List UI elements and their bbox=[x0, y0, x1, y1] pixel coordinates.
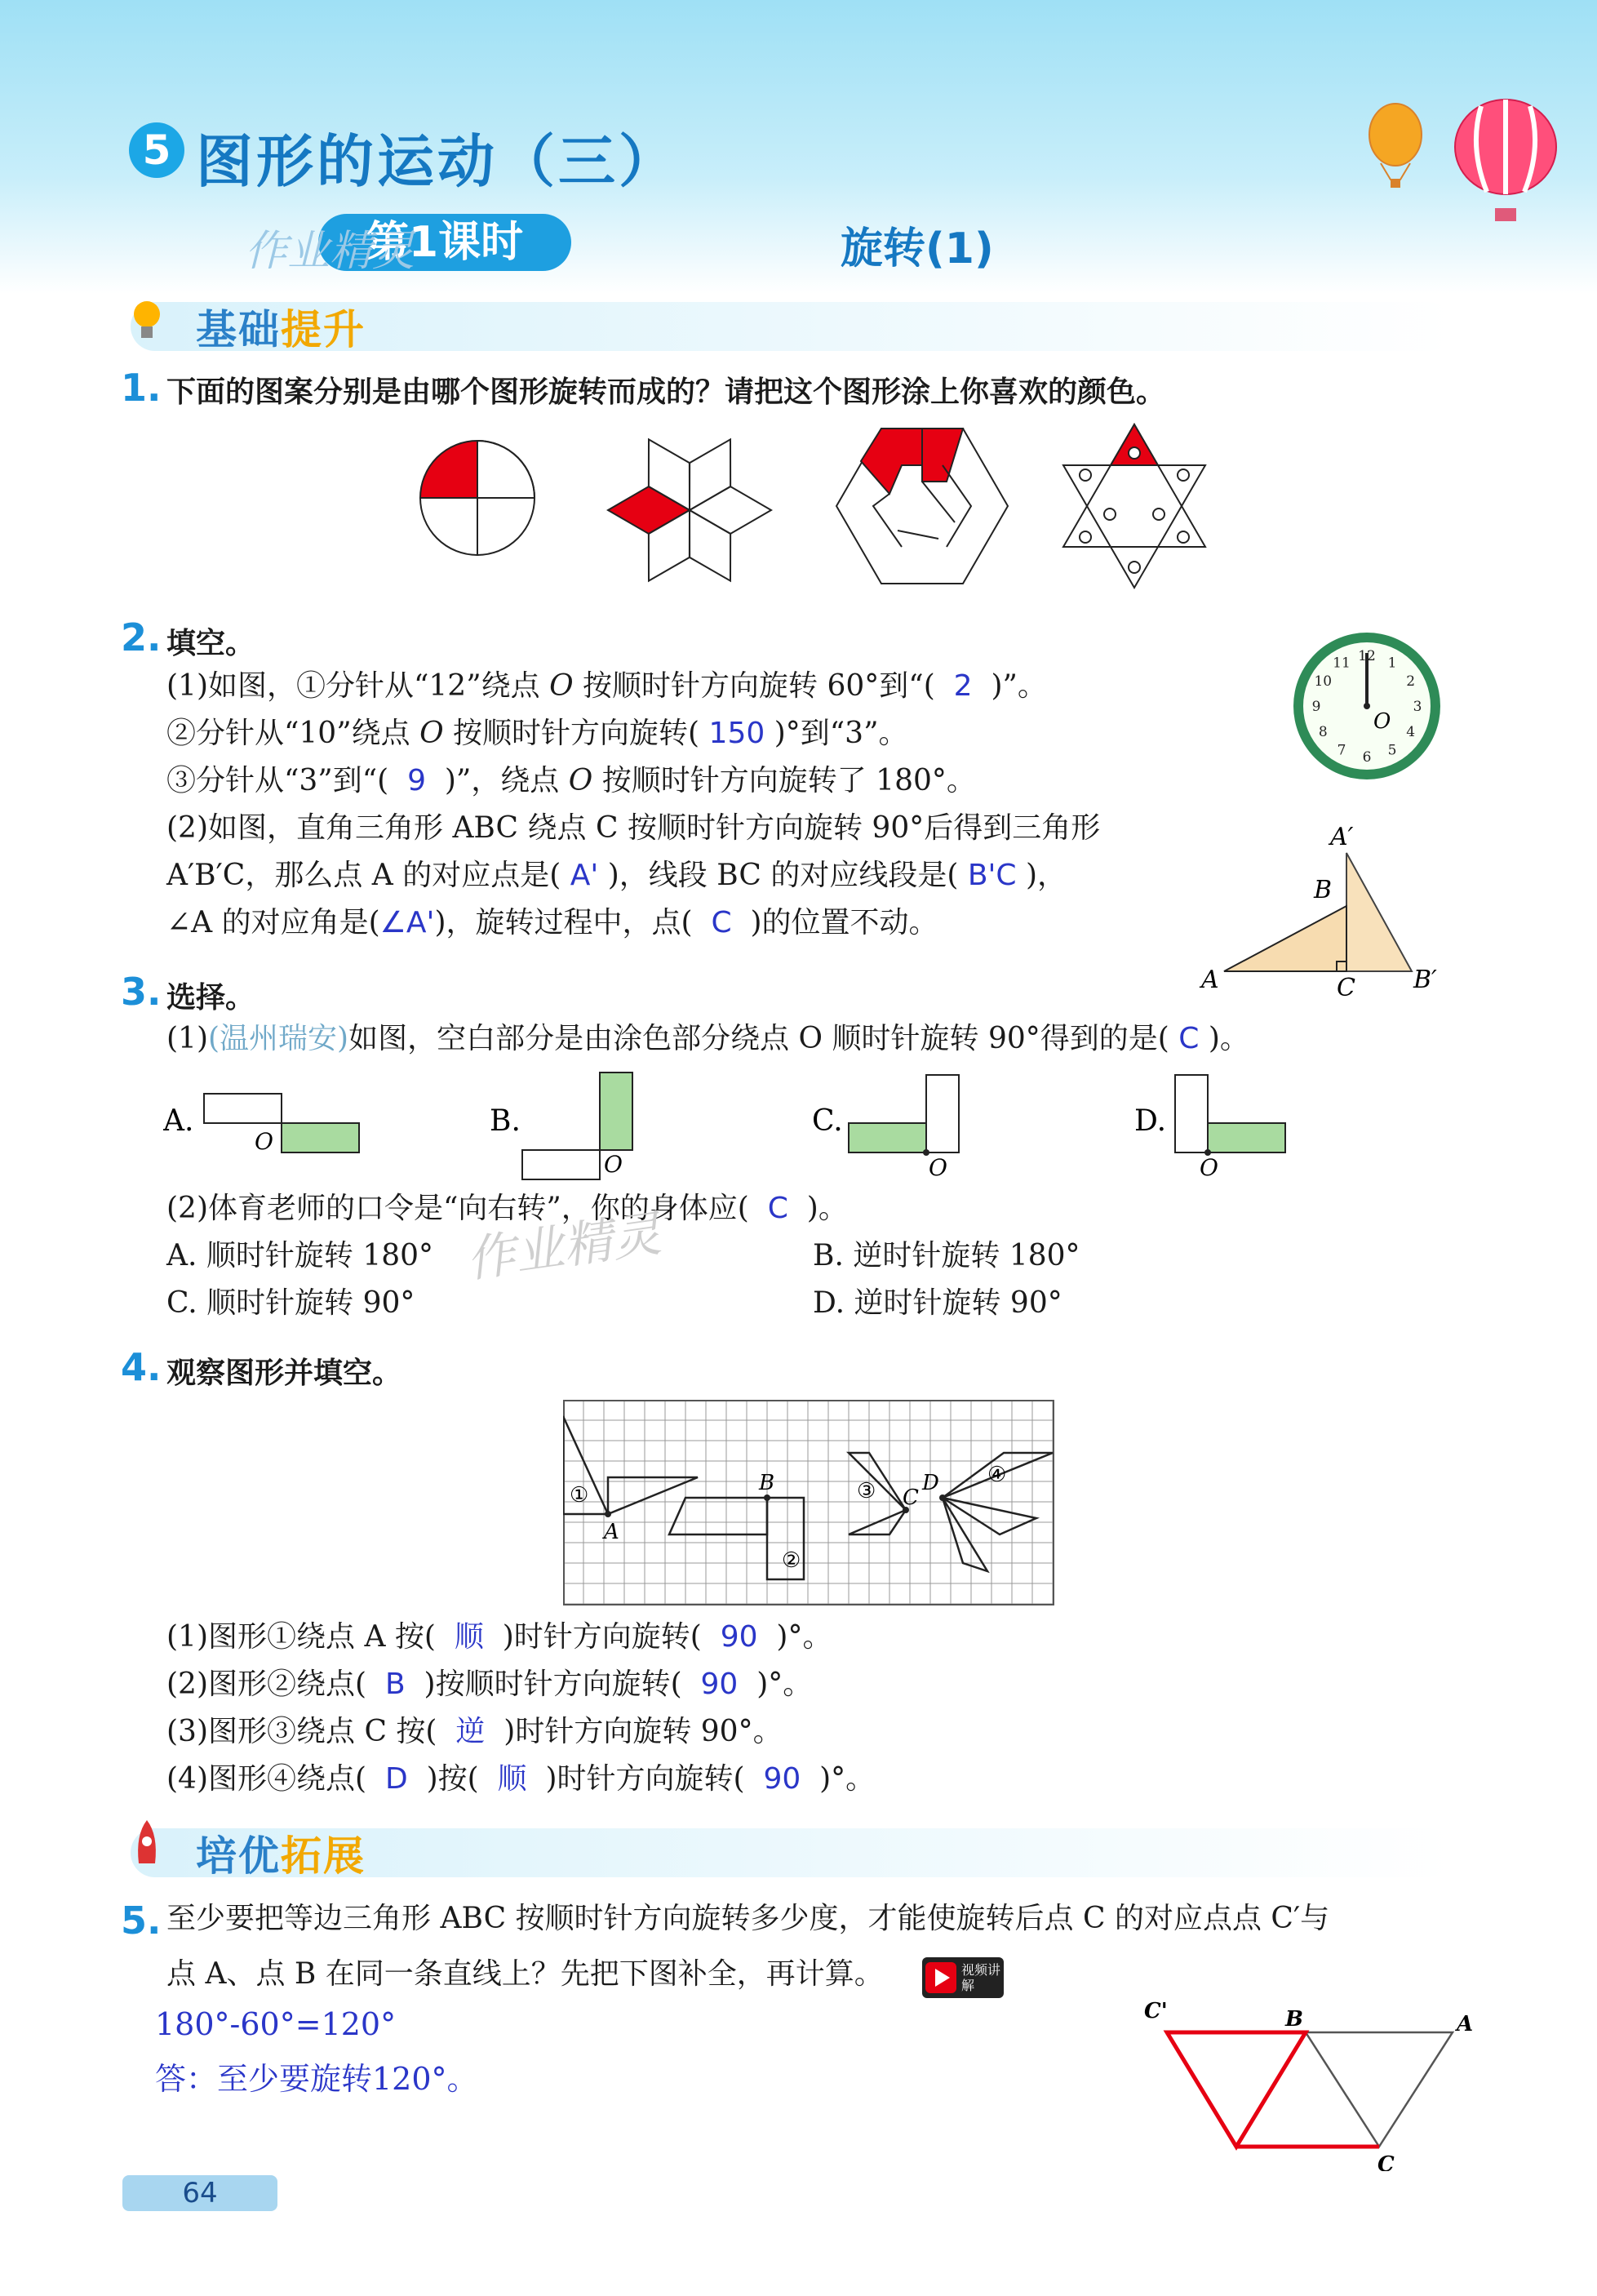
q3-line1: (1)(温州瑞安)如图，空白部分是由涂色部分绕点 O 顺时针旋转 90°得到的是( C )。 bbox=[166, 1022, 1249, 1055]
clock-number: 7 bbox=[1337, 742, 1346, 759]
chapter-title: 图形的运动（三） bbox=[196, 128, 679, 195]
q2-line1: (1)如图，①分针从“12”绕点 O 按顺时针方向旋转 60°到“( 2 )”。 bbox=[166, 669, 1047, 703]
q2-answer1: 2 bbox=[953, 669, 973, 703]
q4-text: 观察图形并填空。 bbox=[166, 1357, 402, 1390]
q2-number: 2. bbox=[121, 615, 162, 659]
q2-line4: (2)如图，直角三角形 ABC 绕点 C 按顺时针方向旋转 90°后得到三角形 bbox=[166, 811, 1101, 845]
video-label: 视频讲解 bbox=[961, 1962, 1001, 1993]
hexagon-figure bbox=[836, 429, 1008, 584]
q4-line2: (2)图形②绕点( B )按顺时针方向旋转( 90 )°。 bbox=[166, 1668, 813, 1701]
q3-line2: (2)体育老师的口令是“向右转”，你的身体应( C )。 bbox=[166, 1192, 848, 1225]
clock-number: 2 bbox=[1406, 673, 1416, 690]
q4-answer1: 顺 bbox=[454, 1620, 484, 1654]
q5-number: 5. bbox=[121, 1899, 162, 1943]
q4-number: 4. bbox=[121, 1345, 162, 1389]
q4-answer8: 90 bbox=[763, 1762, 801, 1796]
video-button[interactable] bbox=[922, 1957, 1004, 1998]
q3-choice-b: B. 逆时针旋转 180° bbox=[813, 1239, 1080, 1272]
svg-text:①: ① bbox=[570, 1483, 589, 1508]
svg-text:O: O bbox=[604, 1151, 623, 1178]
clock-number: 9 bbox=[1311, 699, 1321, 715]
q5-calc: 180°-60°=120° bbox=[155, 2006, 397, 2042]
lesson-label: 第1课时 bbox=[318, 214, 571, 271]
lightbulb-icon bbox=[131, 294, 163, 351]
balloon-icon bbox=[1363, 98, 1575, 237]
svg-text:D: D bbox=[922, 1471, 939, 1495]
q3-choice-a: A. 顺时针旋转 180° bbox=[166, 1239, 434, 1272]
q2-answer7: C bbox=[711, 906, 732, 939]
q4-answer7: 顺 bbox=[497, 1762, 527, 1796]
q2-answer5: B'C bbox=[967, 859, 1017, 892]
option-a-label: A. bbox=[163, 1104, 194, 1138]
rocket-icon bbox=[131, 1819, 163, 1884]
svg-text:C': C' bbox=[1144, 1999, 1168, 2023]
svg-text:A: A bbox=[1457, 2012, 1474, 2036]
lesson-topic: 旋转(1) bbox=[841, 224, 994, 273]
svg-text:A: A bbox=[1201, 966, 1219, 994]
star-figure bbox=[608, 428, 771, 593]
q4-line4: (4)图形④绕点( D )按( 顺 )时针方向旋转( 90 )°。 bbox=[166, 1762, 876, 1796]
svg-text:③: ③ bbox=[857, 1479, 876, 1503]
q2-line6: ∠A 的对应角是(∠A')，旋转过程中，点( C )的位置不动。 bbox=[166, 906, 938, 939]
q3-text: 选择。 bbox=[166, 981, 255, 1015]
option-d-label: D. bbox=[1134, 1104, 1167, 1138]
q2-line2: ②分针从“10”绕点 O 按顺时针方向旋转( 150 )°到“3”。 bbox=[166, 717, 908, 750]
option-b-label: B. bbox=[490, 1104, 521, 1138]
svg-text:O: O bbox=[929, 1154, 947, 1181]
q5-answer: 答：至少要旋转120°。 bbox=[155, 2061, 478, 2097]
svg-text:②: ② bbox=[782, 1548, 801, 1573]
q4-line3: (3)图形③绕点 C 按( 逆 )时针方向旋转 90°。 bbox=[166, 1715, 783, 1748]
clock-number: 5 bbox=[1387, 742, 1397, 759]
svg-text:C: C bbox=[1337, 974, 1355, 1002]
svg-text:B: B bbox=[759, 1471, 775, 1495]
clock-number: 1 bbox=[1387, 655, 1397, 672]
q2-answer2: 150 bbox=[708, 717, 765, 750]
q4-line1: (1)图形①绕点 A 按( 顺 )时针方向旋转( 90 )°。 bbox=[166, 1620, 832, 1654]
svg-text:A: A bbox=[604, 1520, 619, 1544]
chapter-number: 5 bbox=[129, 122, 184, 178]
clock-number: 3 bbox=[1413, 699, 1422, 715]
q2-answer6: ∠A' bbox=[379, 906, 435, 939]
q2-line5: A′B′C，那么点 A 的对应点是( A' )，线段 BC 的对应线段是( B'C )， bbox=[166, 859, 1067, 892]
pinwheel-figure bbox=[420, 441, 535, 555]
clock-number: 11 bbox=[1333, 655, 1351, 672]
svg-text:O: O bbox=[255, 1128, 273, 1155]
svg-text:B: B bbox=[1285, 2007, 1303, 2032]
q5-line2: 点 A、点 B 在同一条直线上？先把下图补全，再计算。 bbox=[166, 1957, 884, 1991]
clock-number: 10 bbox=[1314, 673, 1333, 690]
clock-number: 8 bbox=[1318, 724, 1328, 740]
section-title-advanced: 培优拓展 bbox=[196, 1832, 366, 1880]
svg-text:④: ④ bbox=[987, 1463, 1007, 1487]
option-c-label: C. bbox=[812, 1104, 843, 1138]
svg-text:C: C bbox=[1377, 2152, 1395, 2171]
clock-figure bbox=[1289, 628, 1444, 784]
triangle-abc-figure bbox=[1191, 816, 1461, 1004]
svg-text:O: O bbox=[1200, 1154, 1218, 1181]
lesson-watermark: 作业精灵 bbox=[245, 227, 415, 276]
q4-answer4: 90 bbox=[700, 1668, 739, 1701]
q4-answer3: B bbox=[384, 1668, 406, 1701]
section-title-basic: 基础提升 bbox=[196, 306, 366, 353]
q4-answer6: D bbox=[384, 1762, 408, 1796]
q2-answer4: A' bbox=[570, 859, 599, 892]
q1-text: 下面的图案分别是由哪个图形旋转而成的？请把这个图形涂上你喜欢的颜色。 bbox=[166, 375, 1166, 409]
watermark: 作业精灵 bbox=[462, 1205, 665, 1290]
q3-answer1: C bbox=[1178, 1022, 1200, 1055]
q5-line1: 至少要把等边三角形 ABC 按顺时针方向旋转多少度，才能使旋转后点 C 的对应点点 C′与 bbox=[166, 1902, 1330, 1935]
q3-number: 3. bbox=[121, 970, 162, 1014]
q2-line3: ③分针从“3”到“( 9 )”，绕点 O 按顺时针方向旋转了 180°。 bbox=[166, 764, 976, 797]
q1-number: 1. bbox=[121, 366, 162, 410]
q5-triangle-figure bbox=[1134, 1983, 1493, 2171]
q4-grid-figure bbox=[563, 1400, 1056, 1607]
clock-center-label: O bbox=[1373, 709, 1391, 734]
q2-answer3: 9 bbox=[407, 764, 426, 797]
svg-text:B′: B′ bbox=[1413, 966, 1437, 994]
q3-choice-d: D. 逆时针旋转 90° bbox=[813, 1286, 1062, 1320]
clock-number: 4 bbox=[1406, 724, 1416, 740]
q4-answer2: 90 bbox=[720, 1620, 758, 1654]
svg-text:A′: A′ bbox=[1330, 823, 1354, 851]
q3-answer2: C bbox=[767, 1192, 788, 1225]
q1-figures bbox=[400, 416, 1224, 604]
svg-text:C: C bbox=[903, 1486, 919, 1510]
q3-choice-c: C. 顺时针旋转 90° bbox=[166, 1286, 415, 1320]
triangle-star-figure bbox=[1063, 424, 1205, 588]
q4-answer5: 逆 bbox=[455, 1715, 486, 1748]
q2-text: 填空。 bbox=[166, 627, 255, 660]
clock-number: 12 bbox=[1358, 648, 1376, 664]
clock-number: 6 bbox=[1362, 749, 1372, 766]
page-number: 64 bbox=[122, 2175, 277, 2211]
q3-options-figure bbox=[163, 1061, 1306, 1184]
svg-text:B: B bbox=[1314, 876, 1333, 904]
